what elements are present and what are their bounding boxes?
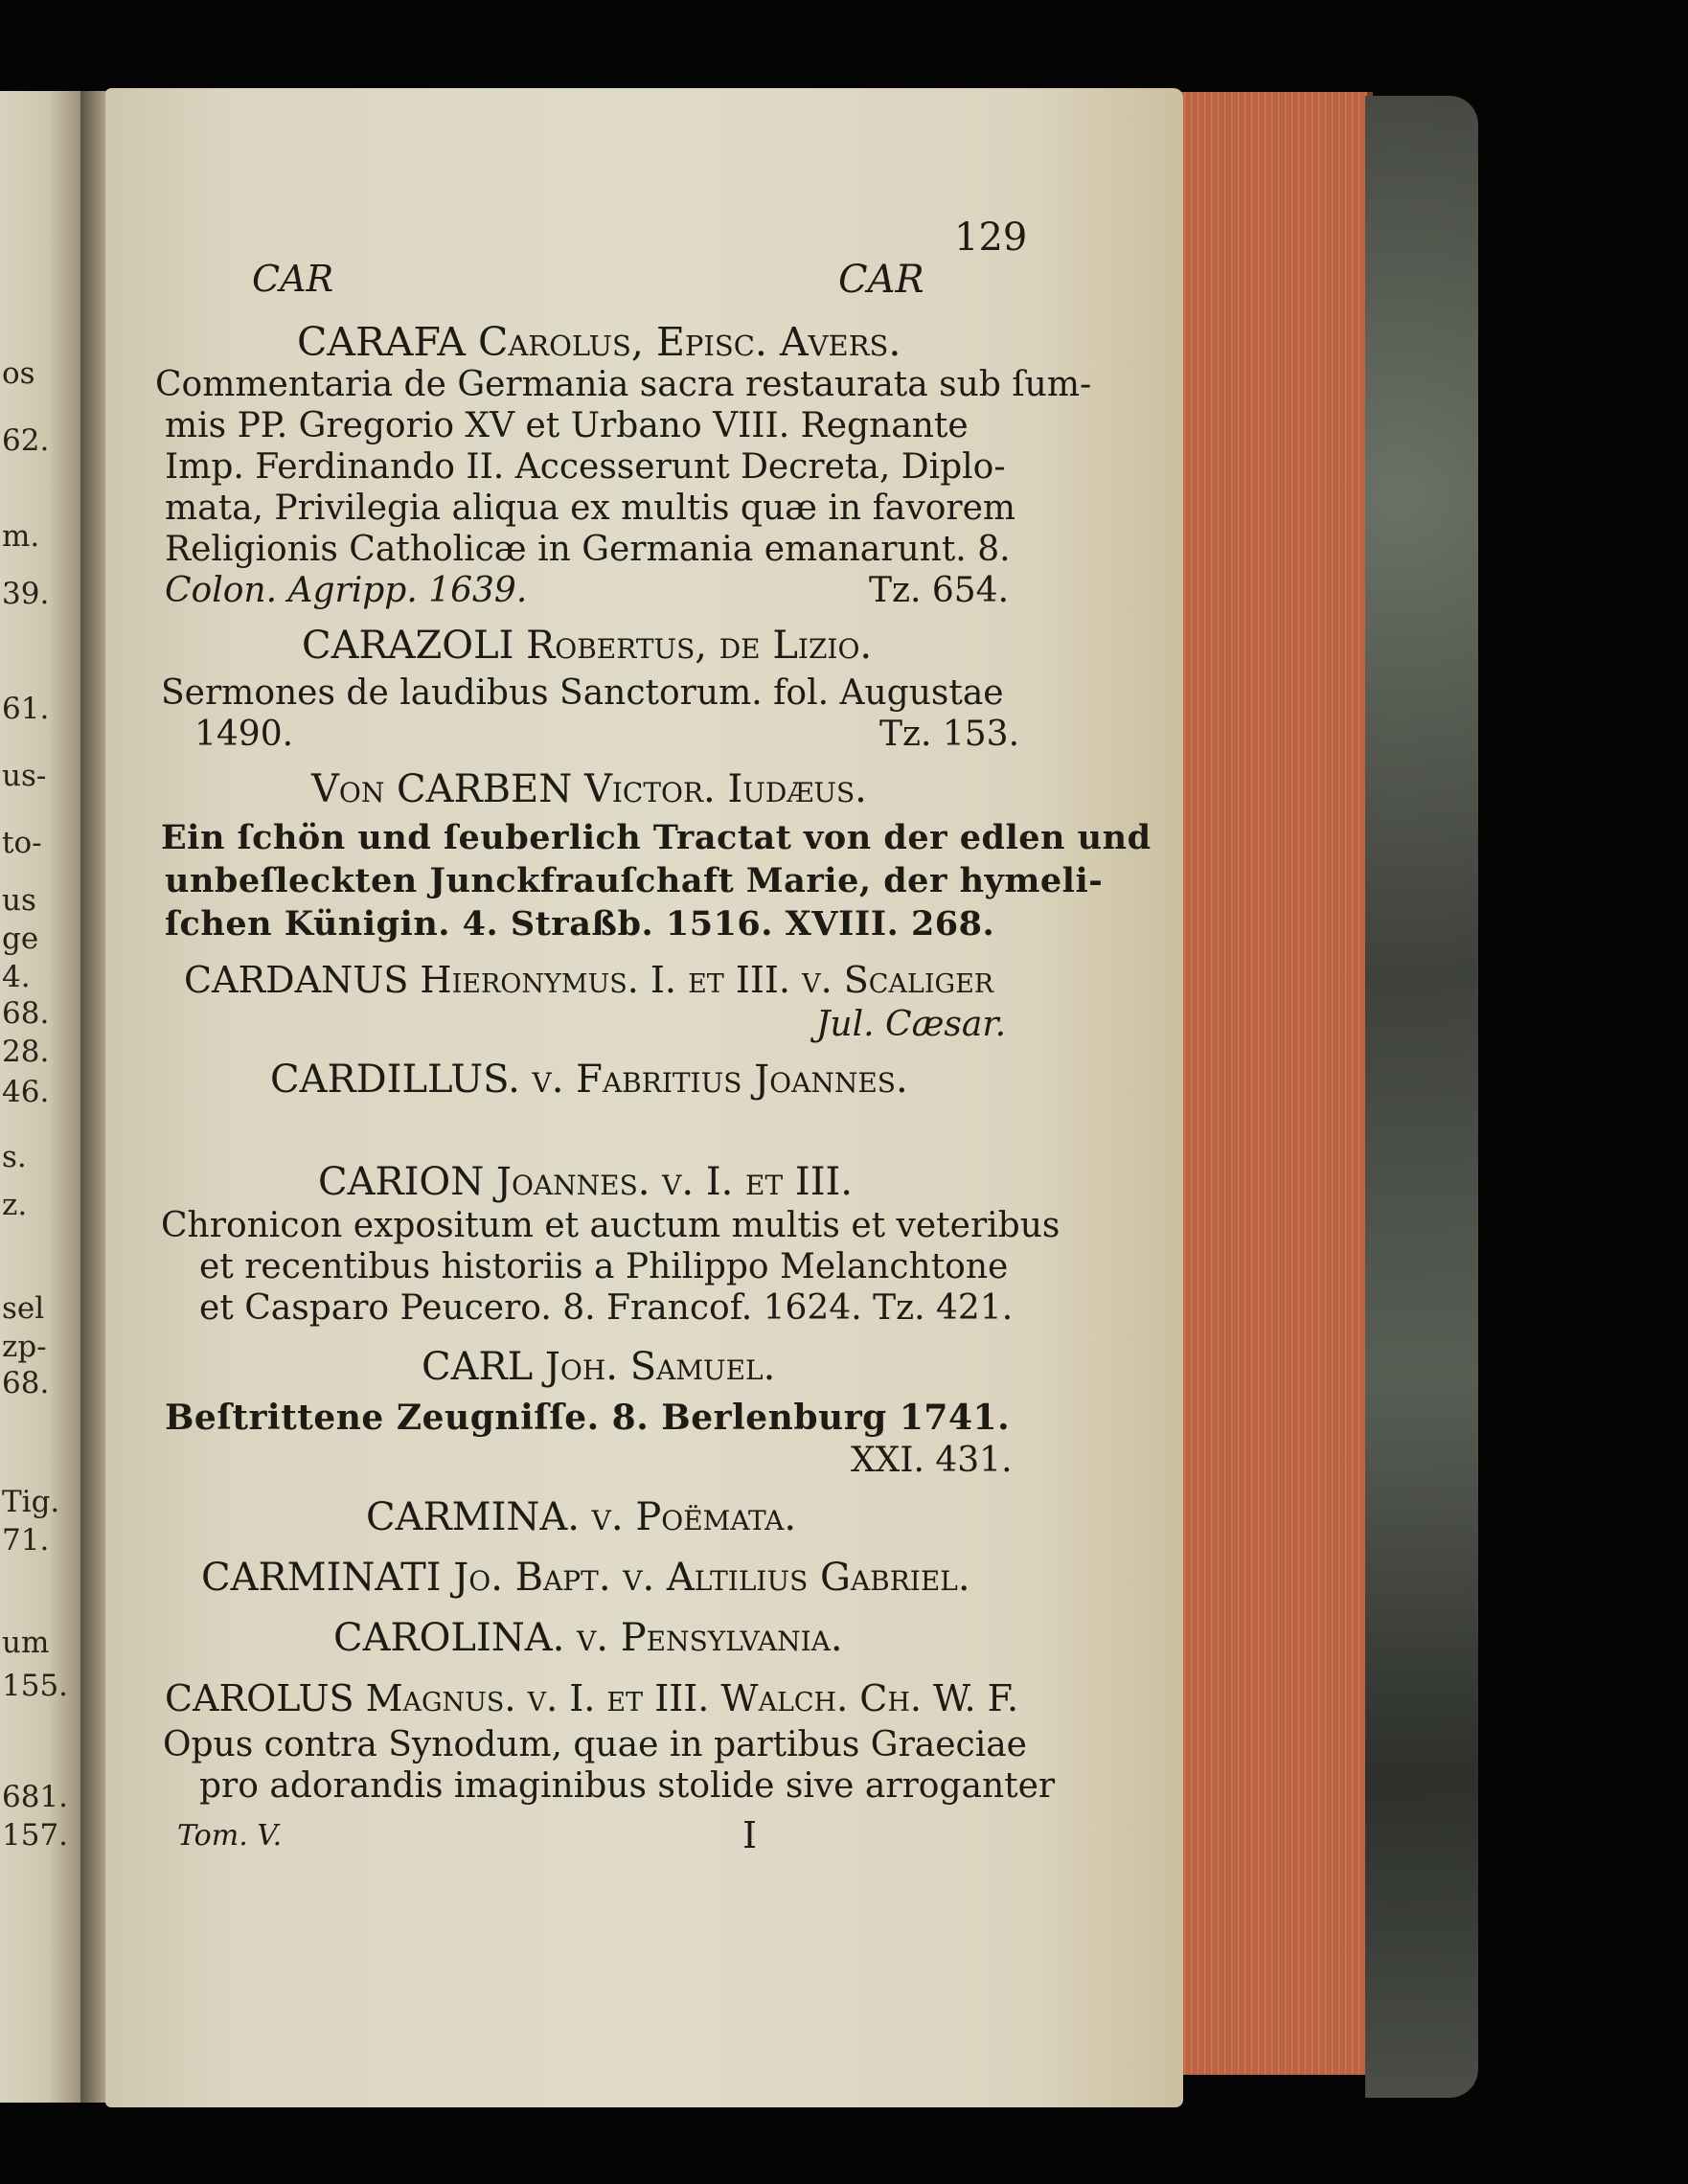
entry-text: mis PP. Gregorio XV et Urbano VIII. Regnante xyxy=(165,406,969,445)
running-head-left: CAR xyxy=(252,258,334,300)
left-page-edge xyxy=(0,91,88,2103)
left-page-text-fragment: z. xyxy=(2,1188,28,1222)
left-page-text-fragment: 71. xyxy=(2,1523,50,1558)
left-page-text-fragment: 62. xyxy=(2,423,50,458)
entry-reference: Tz. 654. xyxy=(869,571,1010,610)
entry-heading: CARDILLUS. v. Fabritius Joannes. xyxy=(270,1058,908,1102)
left-page-text-fragment: 46. xyxy=(2,1075,50,1109)
entry-heading: CARDANUS Hieronymus. I. et III. v. Scaliger xyxy=(184,959,994,1001)
left-page-text-fragment: to- xyxy=(2,826,42,860)
entry-text-blackletter: ſchen Künigin. 4. Straßb. 1516. XVIII. 268. xyxy=(165,904,995,944)
page-edges xyxy=(1180,92,1373,2075)
left-page-text-fragment: 28. xyxy=(2,1035,50,1069)
entry-heading: CARAFA Carolus, Episc. Avers. xyxy=(297,319,901,365)
left-page-text-fragment: 39. xyxy=(2,577,50,611)
left-page-text-fragment: zp- xyxy=(2,1330,47,1364)
entry-text: Colon. Agripp. 1639. xyxy=(165,571,528,610)
entry-text: Commentaria de Germania sacra restaurata sub ſum- xyxy=(155,365,1092,404)
entry-text: Sermones de laudibus Sanctorum. fol. Augustae xyxy=(161,673,1004,713)
entry-text: pro adorandis imaginibus stolide sive arroganter xyxy=(199,1766,1056,1806)
left-page-text-fragment: 61. xyxy=(2,692,50,726)
entry-text: 1490. xyxy=(194,715,294,754)
left-page-text-fragment: 4. xyxy=(2,960,31,994)
left-page-text-fragment: 681. xyxy=(2,1780,69,1814)
running-head-right: CAR xyxy=(838,258,924,302)
left-page-text-fragment: 68. xyxy=(2,1366,50,1400)
entry-reference: XXI. 431. xyxy=(851,1441,1013,1480)
left-page-text-fragment: m. xyxy=(2,519,40,554)
entry-text: Religionis Catholicæ in Germania emanarunt. 8. xyxy=(165,530,1011,569)
left-page-text-fragment: sel xyxy=(2,1291,45,1326)
left-page-text-fragment: us- xyxy=(2,759,47,793)
entry-heading: Von CARBEN Victor. Iudæus. xyxy=(311,767,867,811)
page-number: 129 xyxy=(954,216,1028,260)
signature-mark: I xyxy=(742,1814,758,1856)
entry-text: mata, Privilegia aliqua ex multis quæ in favorem xyxy=(165,489,1016,528)
entry-text: Opus contra Synodum, quae in partibus Graeciae xyxy=(163,1725,1027,1764)
entry-heading: CARL Joh. Samuel. xyxy=(422,1345,776,1389)
entry-reference: Tz. 153. xyxy=(879,715,1020,754)
entry-text: Imp. Ferdinando II. Accesserunt Decreta, Diplo- xyxy=(165,447,1006,487)
left-page-text-fragment: um xyxy=(2,1626,50,1660)
footer-volume: Tom. V. xyxy=(177,1819,283,1853)
left-page-text-fragment: 157. xyxy=(2,1818,69,1853)
entry-text: et Casparo Peucero. 8. Francof. 1624. Tz. 421. xyxy=(199,1288,1014,1328)
left-page-text-fragment: 68. xyxy=(2,996,50,1031)
entry-text-blackletter: Beſtrittene Zeugniſſe. 8. Berlenburg 1741. xyxy=(165,1398,1011,1438)
book-cover xyxy=(1365,96,1478,2098)
entry-text: et recentibus historiis a Philippo Melanchtone xyxy=(199,1247,1009,1286)
left-page-text-fragment: os xyxy=(2,356,35,391)
entry-heading: CARMINA. v. Poëmata. xyxy=(366,1495,797,1539)
left-page-text-fragment: us xyxy=(2,883,36,918)
entry-text: Jul. Cæsar. xyxy=(816,1005,1007,1044)
left-page-text-fragment: Tig. xyxy=(2,1485,60,1519)
entry-heading: CARAZOLI Robertus, de Lizio. xyxy=(302,624,873,668)
left-page-text-fragment: s. xyxy=(2,1140,27,1174)
entry-heading: CAROLINA. v. Pensylvania. xyxy=(333,1616,843,1660)
left-page-text-fragment: ge xyxy=(2,921,39,956)
page xyxy=(105,88,1183,2107)
entry-heading: CAROLUS Magnus. v. I. et III. Walch. Ch. W. F. xyxy=(165,1677,1019,1719)
entry-heading: CARION Joannes. v. I. et III. xyxy=(318,1160,854,1204)
entry-text: Chronicon expositum et auctum multis et veteribus xyxy=(161,1206,1061,1245)
entry-text-blackletter: Ein ſchön und ſeuberlich Tractat von der edlen und xyxy=(161,818,1152,857)
entry-heading: CARMINATI Jo. Bapt. v. Altilius Gabriel. xyxy=(201,1556,970,1600)
entry-text-blackletter: unbeſleckten Junckfrauſchaft Marie, der hymeli- xyxy=(165,861,1104,900)
left-page-text-fragment: 155. xyxy=(2,1669,69,1703)
